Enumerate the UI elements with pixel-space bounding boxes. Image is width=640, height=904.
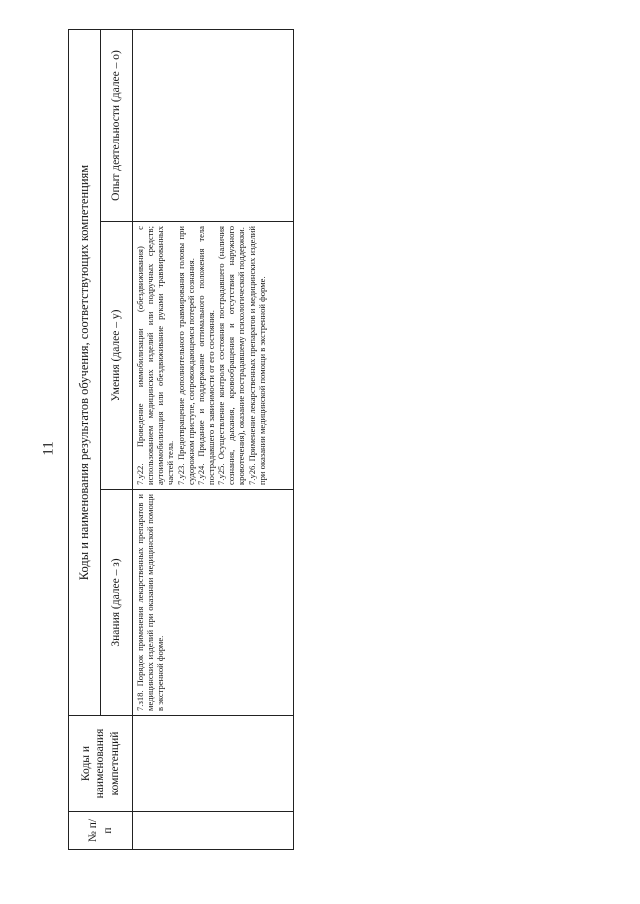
header-results: Коды и наименования результатов обучения, соответствующих компетенциям (69, 30, 101, 716)
skill-item: 7.у23. Предотвращение дополнительного травмирования головы при судорожном приступе, сопровождающемся потерей сознания. (175, 226, 196, 485)
skill-item: 7.у22. Проведение иммобилизации (обездвиживания) с использованием медицинских изделий или подручных средств; аутоиммобилизация или обездвиживание руками травмированных частей тела. (135, 226, 176, 485)
skill-item: 7.у25. Осуществление контроля состояния пострадавшего (наличия сознания, дыхания, кровообращения и отсутствия наружного кровотечения), оказание пострадавшему психологической поддержки. (216, 226, 247, 485)
row-num-cell (133, 812, 294, 850)
competency-table (68, 29, 294, 850)
rotated-table-container (68, 30, 294, 850)
header-skills: Умения (далее – у) (101, 222, 133, 490)
row-codes-cell (133, 716, 294, 812)
header-experience: Опыт деятельности (далее – о) (101, 30, 133, 222)
skill-item: 7.у26. Применение лекарственных препаратов и медицинских изделий при оказании медицинской помощи в экстренной форме. (246, 226, 267, 485)
knowledge-item: 7.з18. Порядок применения лекарственных препаратов и медицинских изделий при оказании медицинской помощи в экстренной форме. (135, 494, 166, 711)
header-num: № п/п (69, 812, 133, 850)
knowledge-cell (133, 490, 294, 716)
experience-cell (133, 30, 294, 222)
header-knowledge: Знания (далее – з) (101, 490, 133, 716)
skills-cell (133, 222, 294, 490)
page-number: 11 (40, 441, 57, 456)
skill-item: 7.у24. Придание и поддержание оптимального положения тела пострадавшего в зависимости от его состояния. (195, 226, 216, 485)
header-codes: Коды и наименования компетенций (69, 716, 133, 812)
table-region (68, 30, 294, 850)
